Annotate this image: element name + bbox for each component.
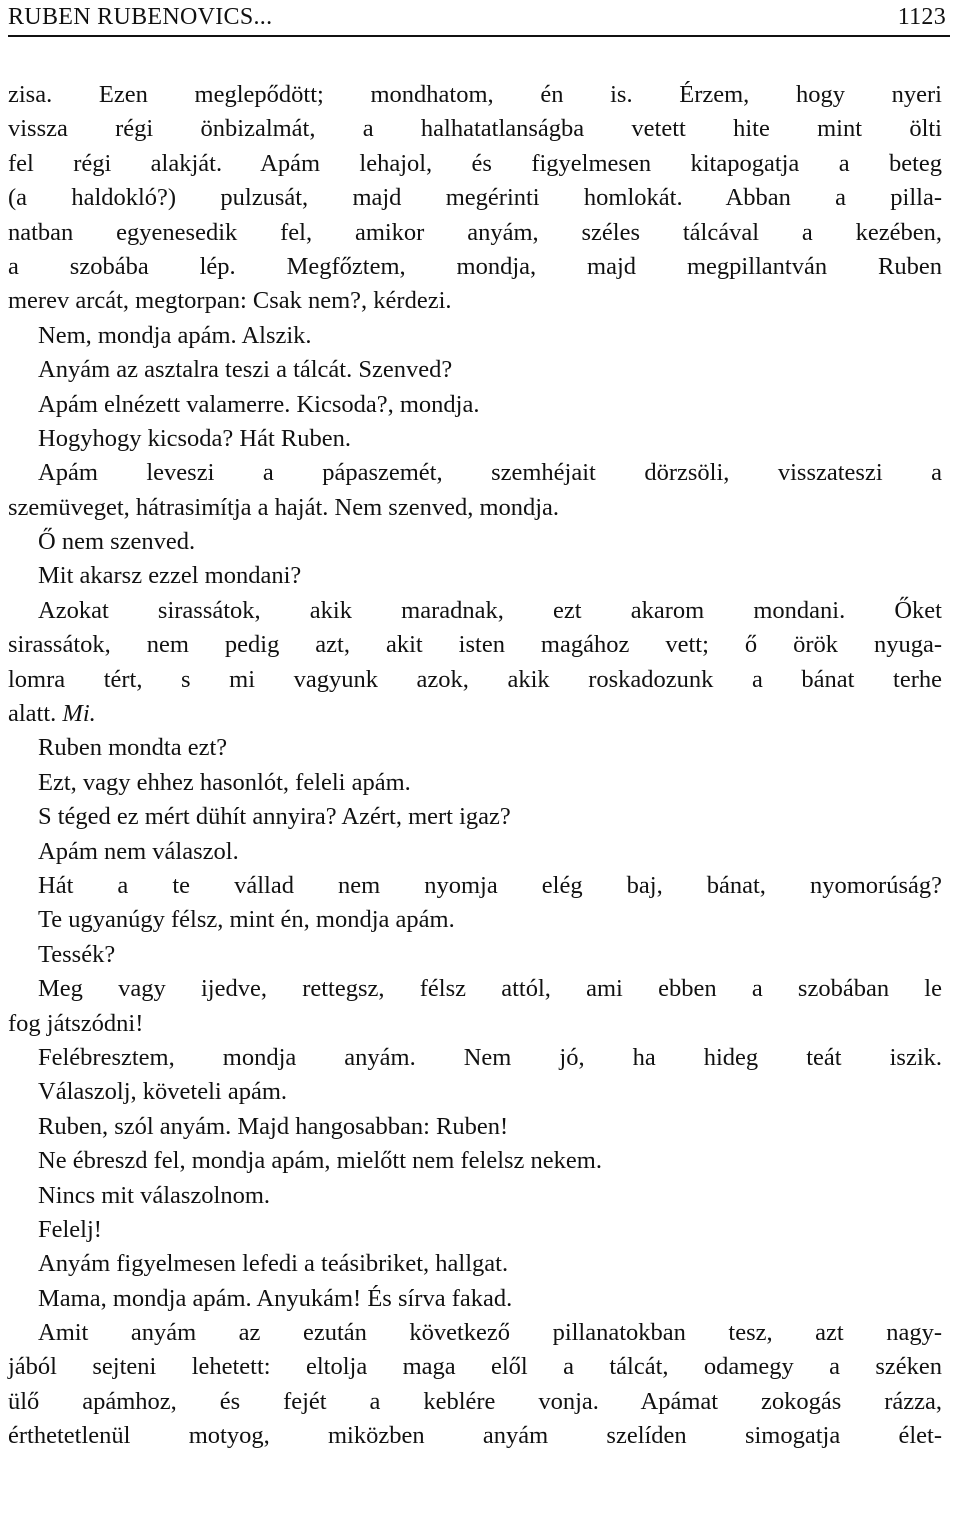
text-line-content: natban egyenesedik fel, amikor anyám, széles tálcával a kezében, — [8, 218, 942, 246]
text-line-content: Hogyhogy kicsoda? Hát Ruben. — [38, 424, 351, 452]
text-line — [8, 766, 942, 800]
text-line-content: Mama, mondja apám. Anyukám! És sírva fakad. — [38, 1284, 513, 1312]
text-line — [8, 731, 942, 765]
text-line-content: Ő nem szenved. — [38, 528, 196, 556]
text-line-content: Anyám figyelmesen lefedi a teásibriket, hallgat. — [38, 1250, 509, 1278]
running-title: RUBEN RUBENOVICS... — [8, 4, 273, 30]
text-line-content: Anyám az asztalra teszi a tálcát. Szenved? — [38, 356, 453, 384]
text-line-content: fel régi alakját. Apám lehajol, és figyelmesen kitapogatja a beteg — [8, 149, 942, 177]
text-line-content: jából sejteni lehetett: eltolja maga elől a tálcát, odamegy a széken — [8, 1353, 942, 1381]
text-line — [8, 147, 942, 181]
text-line — [8, 1075, 942, 1109]
text-line — [8, 456, 942, 490]
text-line-content: Amit anyám az ezután következő pillanatokban tesz, azt nagy- — [38, 1319, 942, 1347]
text-line — [8, 319, 942, 353]
text-line-content: Tessék? — [38, 940, 116, 968]
text-line-content: Ezt, vagy ehhez hasonlót, feleli apám. — [38, 768, 411, 796]
text-line — [8, 1247, 942, 1281]
text-line-content: alatt. — [8, 700, 57, 728]
text-line-content: vissza régi önbizalmát, a halhatatlanságba vetett hite mint ölti — [8, 115, 942, 143]
text-line-content: lomra tért, s mi vagyunk azok, akik roskadozunk a bánat terhe — [8, 665, 942, 693]
emphasized-word: Mi. — [62, 700, 96, 728]
text-line — [8, 353, 942, 387]
text-line-content: Felelj! — [38, 1215, 102, 1243]
text-line-content: S téged ez mért dühít annyira? Azért, mert igaz? — [38, 803, 511, 831]
text-line — [8, 972, 942, 1006]
text-line-content: merev arcát, megtorpan: Csak nem?, kérdezi. — [8, 287, 452, 315]
text-line — [8, 1110, 942, 1144]
text-line — [8, 869, 942, 903]
text-line-content: szemüveget, hátrasimítja a haját. Nem szenved, mondja. — [8, 493, 560, 521]
text-line — [8, 1041, 942, 1075]
text-line-content: Mit akarsz ezzel mondani? — [38, 562, 302, 590]
text-line-content: (a haldokló?) pulzusát, majd megérinti homlokát. Abban a pilla- — [8, 184, 942, 212]
text-line-content: Te ugyanúgy félsz, mint én, mondja apám. — [38, 906, 455, 934]
text-line — [8, 1316, 942, 1350]
text-line — [8, 697, 942, 731]
text-line-content: Válaszolj, követeli apám. — [38, 1078, 287, 1106]
text-line-content: a szobába lép. Megfőztem, mondja, majd megpillantván Ruben — [8, 252, 942, 280]
text-line-content: Ruben mondta ezt? — [38, 734, 228, 762]
body-text — [8, 78, 942, 1454]
text-line — [8, 1350, 942, 1384]
text-line-content: Ruben, szól anyám. Majd hangosabban: Ruben! — [38, 1112, 509, 1140]
text-line-content: Nem, mondja apám. Alszik. — [38, 321, 312, 349]
text-line — [8, 1144, 942, 1178]
text-line-content: zisa. Ezen meglepődött; mondhatom, én is. Érzem, hogy nyeri — [8, 81, 942, 108]
text-line-content: Azokat sirassátok, akik maradnak, ezt akarom mondani. Őket — [38, 596, 942, 624]
text-line-content: Nincs mit válaszolnom. — [38, 1181, 271, 1209]
text-line — [8, 1282, 942, 1316]
header-rule — [8, 35, 950, 37]
text-line-content: Apám elnézett valamerre. Kicsoda?, mondja. — [38, 390, 480, 418]
text-line — [8, 628, 942, 662]
text-line-content: Meg vagy ijedve, rettegsz, félsz attól, ami ebben a szobában le — [38, 975, 942, 1003]
text-line — [8, 559, 942, 593]
text-line — [8, 525, 942, 559]
text-line — [8, 1419, 942, 1453]
text-line — [8, 388, 942, 422]
text-line — [8, 422, 942, 456]
text-line — [8, 663, 942, 697]
text-line — [8, 112, 942, 146]
text-line — [8, 181, 942, 215]
text-line — [8, 800, 942, 834]
text-line — [8, 250, 942, 284]
text-line-content: Apám leveszi a pápaszemét, szemhéjait dörzsöli, visszateszi a — [38, 459, 942, 487]
text-line — [8, 1385, 942, 1419]
text-line-content: ülő apámhoz, és fejét a keblére vonja. Apámat zokogás rázza, — [8, 1387, 942, 1415]
text-line-content: Ne ébreszd fel, mondja apám, mielőtt nem felelsz nekem. — [38, 1147, 602, 1175]
text-line — [8, 284, 942, 318]
text-line-content: Hát a te vállad nem nyomja elég baj, bánat, nyomorúság? — [38, 871, 942, 899]
text-line — [8, 1213, 942, 1247]
text-line — [8, 1007, 942, 1041]
text-line — [8, 216, 942, 250]
text-line-content: Apám nem válaszol. — [38, 837, 239, 865]
text-line — [8, 938, 942, 972]
text-line-content: Felébresztem, mondja anyám. Nem jó, ha hideg teát iszik. — [38, 1043, 942, 1071]
text-line — [8, 903, 942, 937]
text-line-content: sirassátok, nem pedig azt, akit isten magához vett; ő örök nyuga- — [8, 631, 942, 659]
text-line-content: érthetetlenül motyog, miközben anyám szelíden simogatja élet- — [8, 1422, 942, 1450]
page-number: 1123 — [897, 4, 946, 30]
text-line — [8, 491, 942, 525]
running-head — [8, 2, 946, 36]
text-line-content: fog játszódni! — [8, 1009, 144, 1037]
text-line — [8, 594, 942, 628]
text-line — [8, 835, 942, 869]
text-line — [8, 1179, 942, 1213]
text-line — [8, 78, 942, 112]
